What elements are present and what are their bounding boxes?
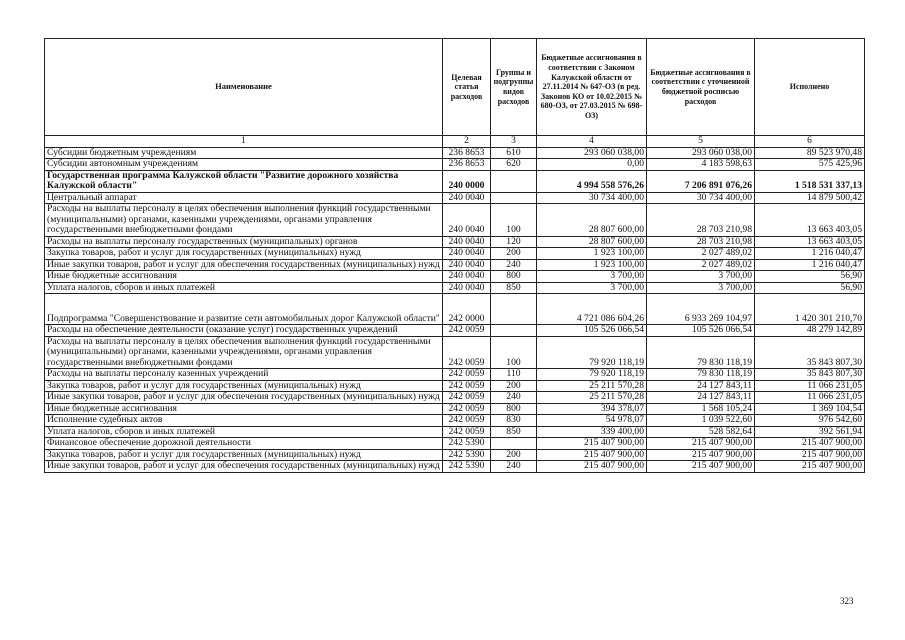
- row-executed-cell: 56,90: [755, 282, 865, 294]
- row-group-cell: [491, 438, 537, 450]
- table-row: [45, 159, 865, 171]
- row-name-cell: Расходы на выплаты персоналу государственных (муниципальных) органов: [45, 236, 443, 248]
- row-list-amount-cell: 293 060 038,00: [647, 147, 755, 159]
- table-row: [45, 204, 865, 237]
- row-law-amount-cell: 1 923 100,00: [537, 259, 647, 271]
- col-number: 3: [491, 136, 537, 148]
- row-group-cell: 850: [491, 282, 537, 294]
- row-group-cell: 850: [491, 426, 537, 438]
- row-list-amount-cell: 7 206 891 076,26: [647, 170, 755, 192]
- row-target-cell: 242 0059: [443, 369, 491, 381]
- row-law-amount-cell: 79 920 118,19: [537, 336, 647, 369]
- row-group-cell: 620: [491, 159, 537, 171]
- row-list-amount-cell: 79 830 118,19: [647, 369, 755, 381]
- row-target-cell: 242 5390: [443, 461, 491, 473]
- row-name-cell: Иные закупки товаров, работ и услуг для обеспечения государственных (муниципальных) нужд: [45, 392, 443, 404]
- row-law-amount-cell: 215 407 900,00: [537, 461, 647, 473]
- table-row: [45, 282, 865, 294]
- table-row: [45, 170, 865, 192]
- row-group-cell: 200: [491, 380, 537, 392]
- row-law-amount-cell: 0,00: [537, 159, 647, 171]
- table-row: [45, 271, 865, 283]
- table-row: [45, 392, 865, 404]
- row-executed-cell: 89 523 970,48: [755, 147, 865, 159]
- row-law-amount-cell: 25 211 570,28: [537, 380, 647, 392]
- row-executed-cell: 575 425,96: [755, 159, 865, 171]
- row-executed-cell: 1 216 040,47: [755, 248, 865, 260]
- row-executed-cell: 35 843 807,30: [755, 336, 865, 369]
- row-law-amount-cell: 339 400,00: [537, 426, 647, 438]
- row-law-amount-cell: 4 994 558 576,26: [537, 170, 647, 192]
- row-law-amount-cell: 215 407 900,00: [537, 449, 647, 461]
- row-target-cell: 240 0000: [443, 170, 491, 192]
- row-name-cell: Уплата налогов, сборов и иных платежей: [45, 282, 443, 294]
- row-name-cell: Расходы на выплаты персоналу в целях обеспечения выполнения функций государственными (муниципальными) органами, казенными учреждениями, органами управления государственными внебюджетными фондами: [45, 336, 443, 369]
- row-list-amount-cell: 24 127 843,11: [647, 380, 755, 392]
- row-executed-cell: 1 518 531 337,13: [755, 170, 865, 192]
- row-name-cell: Центральный аппарат: [45, 192, 443, 204]
- row-name-cell: Исполнение судебных актов: [45, 415, 443, 427]
- row-list-amount-cell: 3 700,00: [647, 271, 755, 283]
- budget-table-sheet: [44, 38, 864, 473]
- row-target-cell: 242 0059: [443, 380, 491, 392]
- row-list-amount-cell: 215 407 900,00: [647, 438, 755, 450]
- row-group-cell: 110: [491, 369, 537, 381]
- row-name-cell: Закупка товаров, работ и услуг для государственных (муниципальных) нужд: [45, 449, 443, 461]
- col-number: 2: [443, 136, 491, 148]
- col-number: 5: [647, 136, 755, 148]
- row-group-cell: 200: [491, 449, 537, 461]
- row-group-cell: 830: [491, 415, 537, 427]
- row-executed-cell: 976 542,60: [755, 415, 865, 427]
- row-list-amount-cell: 105 526 066,54: [647, 325, 755, 337]
- row-target-cell: 240 0040: [443, 236, 491, 248]
- row-name-cell: Иные закупки товаров, работ и услуг для обеспечения государственных (муниципальных) нужд: [45, 259, 443, 271]
- row-group-cell: [491, 170, 537, 192]
- row-target-cell: 242 5390: [443, 438, 491, 450]
- row-list-amount-cell: 6 933 269 104,97: [647, 294, 755, 325]
- row-target-cell: 240 0040: [443, 271, 491, 283]
- table-row: [45, 426, 865, 438]
- row-law-amount-cell: 3 700,00: [537, 282, 647, 294]
- row-group-cell: 100: [491, 336, 537, 369]
- row-group-cell: 800: [491, 271, 537, 283]
- row-target-cell: 240 0040: [443, 282, 491, 294]
- header-executed: Исполнено: [755, 39, 865, 136]
- row-target-cell: 242 0059: [443, 403, 491, 415]
- row-target-cell: 240 0040: [443, 192, 491, 204]
- row-list-amount-cell: 215 407 900,00: [647, 461, 755, 473]
- row-list-amount-cell: 28 703 210,98: [647, 236, 755, 248]
- row-executed-cell: 1 216 040,47: [755, 259, 865, 271]
- row-executed-cell: 14 879 500,42: [755, 192, 865, 204]
- row-list-amount-cell: 30 734 400,00: [647, 192, 755, 204]
- row-list-amount-cell: 215 407 900,00: [647, 449, 755, 461]
- row-group-cell: [491, 325, 537, 337]
- table-row: [45, 369, 865, 381]
- row-group-cell: 610: [491, 147, 537, 159]
- row-name-cell: Государственная программа Калужской области "Развитие дорожного хозяйства Калужской области": [45, 170, 443, 192]
- row-group-cell: 100: [491, 204, 537, 237]
- row-target-cell: 242 0059: [443, 336, 491, 369]
- row-list-amount-cell: 79 830 118,19: [647, 336, 755, 369]
- table-row: [45, 294, 865, 325]
- row-law-amount-cell: 30 734 400,00: [537, 192, 647, 204]
- row-law-amount-cell: 79 920 118,19: [537, 369, 647, 381]
- row-executed-cell: 392 561,94: [755, 426, 865, 438]
- row-executed-cell: 215 407 900,00: [755, 461, 865, 473]
- header-group: Группы и подгруппы видов расходов: [491, 39, 537, 136]
- table-row: [45, 415, 865, 427]
- row-name-cell: Уплата налогов, сборов и иных платежей: [45, 426, 443, 438]
- row-executed-cell: 215 407 900,00: [755, 449, 865, 461]
- row-name-cell: Расходы на обеспечение деятельности (оказание услуг) государственных учреждений: [45, 325, 443, 337]
- table-row: [45, 438, 865, 450]
- table-header-row: [45, 39, 865, 136]
- row-law-amount-cell: 1 923 100,00: [537, 248, 647, 260]
- table-row: [45, 236, 865, 248]
- row-name-cell: Иные бюджетные ассигнования: [45, 271, 443, 283]
- row-list-amount-cell: 2 027 489,02: [647, 259, 755, 271]
- table-row: [45, 147, 865, 159]
- row-name-cell: Подпрограмма "Совершенствование и развитие сети автомобильных дорог Калужской области": [45, 294, 443, 325]
- row-executed-cell: 35 843 807,30: [755, 369, 865, 381]
- row-list-amount-cell: 24 127 843,11: [647, 392, 755, 404]
- table-row: [45, 449, 865, 461]
- row-name-cell: Расходы на выплаты персоналу в целях обеспечения выполнения функций государственными (муниципальными) органами, казенными учреждениями, органами управления государственными внебюджетными фондами: [45, 204, 443, 237]
- row-list-amount-cell: 1 039 522,60: [647, 415, 755, 427]
- row-law-amount-cell: 293 060 038,00: [537, 147, 647, 159]
- row-target-cell: 240 0040: [443, 248, 491, 260]
- row-target-cell: 242 0000: [443, 294, 491, 325]
- table-row: [45, 259, 865, 271]
- col-number: 1: [45, 136, 443, 148]
- row-name-cell: Расходы на выплаты персоналу казенных учреждений: [45, 369, 443, 381]
- row-target-cell: 236 8653: [443, 147, 491, 159]
- row-executed-cell: 215 407 900,00: [755, 438, 865, 450]
- table-row: [45, 461, 865, 473]
- row-law-amount-cell: 3 700,00: [537, 271, 647, 283]
- row-target-cell: 242 0059: [443, 392, 491, 404]
- row-name-cell: Иные бюджетные ассигнования: [45, 403, 443, 415]
- row-law-amount-cell: 4 721 086 604,26: [537, 294, 647, 325]
- row-law-amount-cell: 394 378,07: [537, 403, 647, 415]
- row-executed-cell: 1 420 301 210,70: [755, 294, 865, 325]
- row-name-cell: Субсидии бюджетным учреждениям: [45, 147, 443, 159]
- row-law-amount-cell: 105 526 066,54: [537, 325, 647, 337]
- row-law-amount-cell: 215 407 900,00: [537, 438, 647, 450]
- row-list-amount-cell: 1 568 105,24: [647, 403, 755, 415]
- row-list-amount-cell: 2 027 489,02: [647, 248, 755, 260]
- header-assign-law: Бюджетные ассигнования в соответствии с Законом Калужской области от 27.11.2014 № 647-ОЗ (в ред. Законов КО от 10.02.2015 № 680-ОЗ, от 27.03.2015 № 698-ОЗ): [537, 39, 647, 136]
- row-law-amount-cell: 54 978,07: [537, 415, 647, 427]
- row-law-amount-cell: 25 211 570,28: [537, 392, 647, 404]
- row-name-cell: Иные закупки товаров, работ и услуг для обеспечения государственных (муниципальных) нужд: [45, 461, 443, 473]
- row-target-cell: 242 5390: [443, 449, 491, 461]
- row-law-amount-cell: 28 807 600,00: [537, 204, 647, 237]
- row-target-cell: 240 0040: [443, 259, 491, 271]
- row-target-cell: 242 0059: [443, 426, 491, 438]
- table-row: [45, 248, 865, 260]
- budget-table: [44, 38, 865, 473]
- header-assign-list: Бюджетные ассигнования в соответствии с уточненной бюджетной росписью расходов: [647, 39, 755, 136]
- row-target-cell: 242 0059: [443, 325, 491, 337]
- row-law-amount-cell: 28 807 600,00: [537, 236, 647, 248]
- row-executed-cell: 11 066 231,05: [755, 380, 865, 392]
- row-group-cell: 800: [491, 403, 537, 415]
- col-number: 6: [755, 136, 865, 148]
- row-executed-cell: 48 279 142,89: [755, 325, 865, 337]
- table-row: [45, 325, 865, 337]
- row-executed-cell: 11 066 231,05: [755, 392, 865, 404]
- header-name: Наименование: [45, 39, 443, 136]
- row-group-cell: 120: [491, 236, 537, 248]
- table-row: [45, 192, 865, 204]
- table-body: [45, 147, 865, 472]
- column-number-row: [45, 136, 865, 148]
- row-list-amount-cell: 4 183 598,63: [647, 159, 755, 171]
- table-row: [45, 380, 865, 392]
- row-target-cell: 240 0040: [443, 204, 491, 237]
- page-number: 323: [840, 596, 854, 606]
- row-executed-cell: 1 369 104,54: [755, 403, 865, 415]
- row-list-amount-cell: 3 700,00: [647, 282, 755, 294]
- row-name-cell: Закупка товаров, работ и услуг для государственных (муниципальных) нужд: [45, 380, 443, 392]
- row-target-cell: 242 0059: [443, 415, 491, 427]
- table-row: [45, 403, 865, 415]
- row-group-cell: 240: [491, 259, 537, 271]
- row-group-cell: [491, 294, 537, 325]
- row-executed-cell: 56,90: [755, 271, 865, 283]
- row-group-cell: 240: [491, 392, 537, 404]
- row-group-cell: 200: [491, 248, 537, 260]
- row-group-cell: [491, 192, 537, 204]
- table-row: [45, 336, 865, 369]
- row-name-cell: Финансовое обеспечение дорожной деятельности: [45, 438, 443, 450]
- row-executed-cell: 13 663 403,05: [755, 204, 865, 237]
- row-name-cell: Субсидии автономным учреждениям: [45, 159, 443, 171]
- row-list-amount-cell: 28 703 210,98: [647, 204, 755, 237]
- row-list-amount-cell: 528 582,64: [647, 426, 755, 438]
- row-name-cell: Закупка товаров, работ и услуг для государственных (муниципальных) нужд: [45, 248, 443, 260]
- header-target: Целевая статья расходов: [443, 39, 491, 136]
- col-number: 4: [537, 136, 647, 148]
- row-executed-cell: 13 663 403,05: [755, 236, 865, 248]
- row-target-cell: 236 8653: [443, 159, 491, 171]
- row-group-cell: 240: [491, 461, 537, 473]
